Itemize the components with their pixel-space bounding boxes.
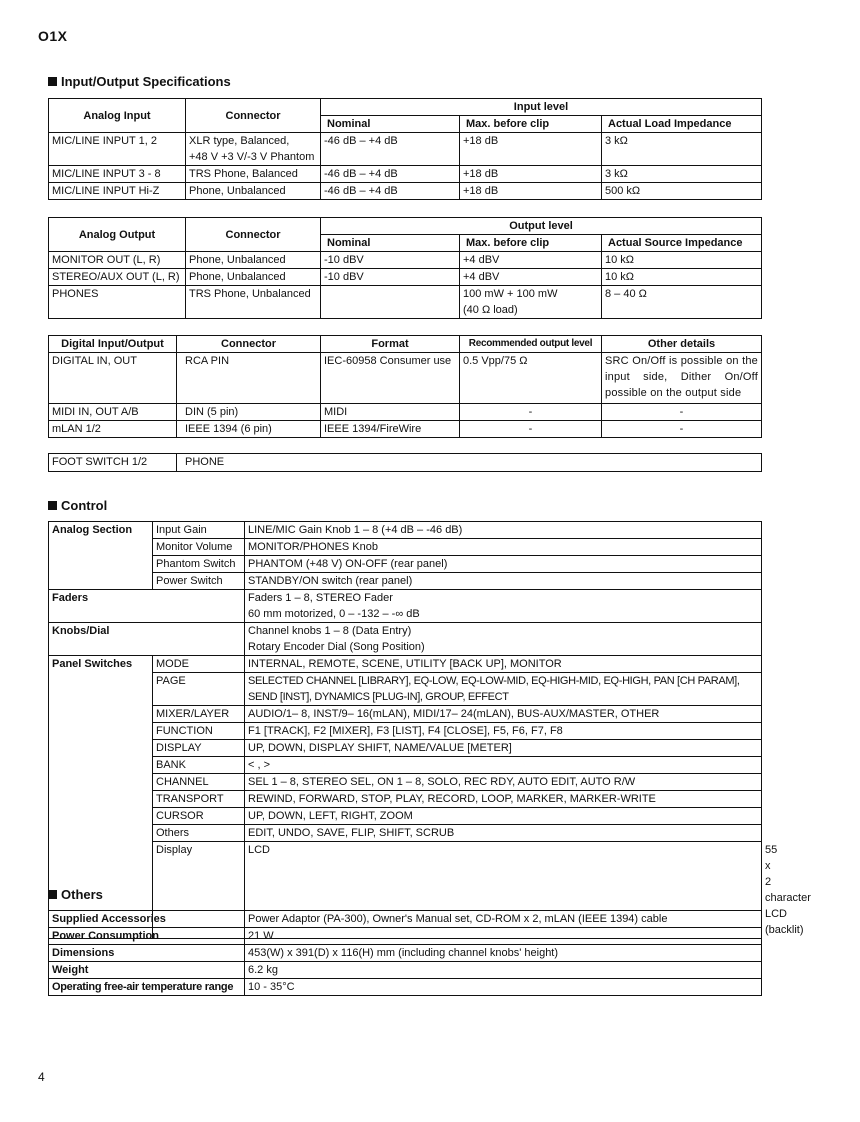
table-cell: Phone, Unbalanced: [186, 183, 321, 200]
table-row: [49, 556, 762, 573]
table-row: Display LCD 55 x 2 character LCD (backlit): [49, 842, 762, 939]
table-row: [49, 269, 762, 286]
table-cell: AUDIO/1– 8, INST/9– 16(mLAN), MIDI/17– 24(mLAN), BUS-AUX/MASTER, OTHER: [245, 706, 762, 723]
table-cell: CURSOR: [153, 808, 245, 825]
table-row: [49, 590, 762, 623]
table-cell: Input Gain: [153, 522, 245, 539]
table-row: [49, 404, 762, 421]
table-cell: IEEE 1394/FireWire: [321, 421, 460, 438]
table-header: Max. before clip: [460, 235, 602, 252]
table-row: [49, 522, 762, 539]
table-row: [49, 421, 762, 438]
others-table: [48, 910, 762, 996]
table-cell: MIDI IN, OUT A/B: [49, 404, 177, 421]
table-cell: DIN (5 pin): [177, 404, 321, 421]
table-cell: LCD: [245, 842, 762, 939]
table-header: Output level: [321, 218, 762, 235]
table-header: Actual Load Impedance: [602, 116, 762, 133]
table-row: [49, 133, 762, 166]
foot-switch-table: [48, 453, 762, 472]
table-cell: SELECTED CHANNEL [LIBRARY], EQ-LOW, EQ-LOW-MID, EQ-HIGH-MID, EQ-HIGH, PAN [CH PARAM], SEND [INST], DYNAMICS [PLUG-IN], GROUP, EFFECT: [245, 673, 762, 706]
table-cell: MIXER/LAYER: [153, 706, 245, 723]
table-header: Digital Input/Output: [49, 336, 177, 353]
table-cell: MIC/LINE INPUT 3 - 8: [49, 166, 186, 183]
table-row: [49, 979, 762, 996]
table-header: Input level: [321, 99, 762, 116]
table-cell: Others: [153, 825, 245, 842]
table-cell: Power Switch: [153, 573, 245, 590]
table-cell: MIC/LINE INPUT Hi-Z: [49, 183, 186, 200]
table-cell: -46 dB – +4 dB: [321, 166, 460, 183]
table-cell: TRS Phone, Balanced: [186, 166, 321, 183]
table-cell: FOOT SWITCH 1/2: [49, 454, 177, 472]
table-cell: +4 dBV: [460, 252, 602, 269]
table-cell: INTERNAL, REMOTE, SCENE, UTILITY [BACK UP], MONITOR: [245, 656, 762, 673]
table-cell: PHANTOM (+48 V) ON-OFF (rear panel): [245, 556, 762, 573]
table-row: [49, 911, 762, 928]
table-cell: -10 dBV: [321, 252, 460, 269]
control-section-title: Control: [48, 498, 107, 513]
table-row: [49, 791, 762, 808]
table-header: Connector: [186, 218, 321, 252]
table-cell: [321, 286, 460, 319]
table-header: Recommended output level: [460, 336, 602, 353]
table-header: Analog Input: [49, 99, 186, 133]
table-cell: MIDI: [321, 404, 460, 421]
table-header: Max. before clip: [460, 116, 602, 133]
table-cell: 3 kΩ: [602, 166, 762, 183]
table-row: [49, 808, 762, 825]
table-header: Connector: [177, 336, 321, 353]
table-cell: 6.2 kg: [245, 962, 762, 979]
model-name: O1X: [38, 28, 68, 44]
table-cell: CHANNEL: [153, 774, 245, 791]
table-cell: Monitor Volume: [153, 539, 245, 556]
table-cell: MONITOR/PHONES Knob: [245, 539, 762, 556]
table-row: [49, 286, 762, 319]
table-cell: -46 dB – +4 dB: [321, 183, 460, 200]
row-header: Dimensions: [49, 945, 245, 962]
table-cell: -: [460, 404, 602, 421]
table-cell: UP, DOWN, LEFT, RIGHT, ZOOM: [245, 808, 762, 825]
digital-io-table: [48, 335, 762, 438]
table-header: Nominal: [321, 235, 460, 252]
table-cell: 21 W: [245, 928, 762, 945]
table-cell: -46 dB – +4 dB: [321, 133, 460, 166]
table-cell: IEEE 1394 (6 pin): [177, 421, 321, 438]
table-row: [49, 757, 762, 774]
table-header: Nominal: [321, 116, 460, 133]
table-cell: +18 dB: [460, 166, 602, 183]
table-row: [49, 573, 762, 590]
table-cell: FUNCTION: [153, 723, 245, 740]
table-cell: -: [460, 421, 602, 438]
table-cell: Display: [153, 842, 245, 939]
table-cell: -: [602, 404, 762, 421]
table-header: Other details: [602, 336, 762, 353]
table-cell: 3 kΩ: [602, 133, 762, 166]
table-cell: IEC-60958 Consumer use: [321, 353, 460, 404]
table-cell: DIGITAL IN, OUT: [49, 353, 177, 404]
table-cell: BANK: [153, 757, 245, 774]
table-cell: 10 - 35°C: [245, 979, 762, 996]
table-row: [49, 945, 762, 962]
table-cell: 100 mW + 100 mW (40 Ω load): [460, 286, 602, 319]
bullet-square-icon: [48, 501, 57, 510]
table-cell: Phone, Unbalanced: [186, 269, 321, 286]
table-header: Connector: [186, 99, 321, 133]
row-header: Operating free-air temperature range: [49, 979, 245, 996]
table-header: Format: [321, 336, 460, 353]
table-cell: STANDBY/ON switch (rear panel): [245, 573, 762, 590]
page-number: 4: [38, 1070, 45, 1084]
bullet-square-icon: [48, 890, 57, 899]
table-cell: Faders 1 – 8, STEREO Fader 60 mm motorized, 0 – -132 – -∞ dB: [245, 590, 762, 623]
table-cell: +18 dB: [460, 133, 602, 166]
table-row: [49, 353, 762, 404]
table-cell: MODE: [153, 656, 245, 673]
table-cell: PAGE: [153, 673, 245, 706]
table-cell: SEL 1 – 8, STEREO SEL, ON 1 – 8, SOLO, REC RDY, AUTO EDIT, AUTO R/W: [245, 774, 762, 791]
table-row: [49, 774, 762, 791]
table-cell: SRC On/Off is possible on the input side, Dither On/Off possible on the output side: [602, 353, 762, 404]
table-row: [49, 962, 762, 979]
table-cell: Power Adaptor (PA-300), Owner's Manual set, CD-ROM x 2, mLAN (IEEE 1394) cable: [245, 911, 762, 928]
row-header: Knobs/Dial: [49, 623, 245, 656]
table-cell: TRS Phone, Unbalanced: [186, 286, 321, 319]
table-row: [49, 539, 762, 556]
table-row: [49, 252, 762, 269]
table-row: [49, 740, 762, 757]
table-cell: LINE/MIC Gain Knob 1 – 8 (+4 dB – -46 dB): [245, 522, 762, 539]
table-cell: < , >: [245, 757, 762, 774]
table-row: [49, 166, 762, 183]
row-header: Faders: [49, 590, 245, 623]
table-cell: RCA PIN: [177, 353, 321, 404]
table-header: Analog Output: [49, 218, 186, 252]
table-cell: -: [602, 421, 762, 438]
table-cell: +18 dB: [460, 183, 602, 200]
table-cell: TRANSPORT: [153, 791, 245, 808]
table-cell: XLR type, Balanced, +48 V +3 V/-3 V Phantom: [186, 133, 321, 166]
table-cell: Channel knobs 1 – 8 (Data Entry) Rotary Encoder Dial (Song Position): [245, 623, 762, 656]
table-row: [49, 656, 762, 673]
table-cell: EDIT, UNDO, SAVE, FLIP, SHIFT, SCRUB: [245, 825, 762, 842]
row-header: Analog Section: [49, 522, 153, 590]
others-section-title: Others: [48, 887, 103, 902]
table-cell: -10 dBV: [321, 269, 460, 286]
control-table: [48, 521, 811, 939]
table-cell: DISPLAY: [153, 740, 245, 757]
table-cell: +4 dBV: [460, 269, 602, 286]
table-cell: MONITOR OUT (L, R): [49, 252, 186, 269]
table-cell: 0.5 Vpp/75 Ω: [460, 353, 602, 404]
analog-input-table: [48, 98, 762, 200]
table-cell: Phantom Switch: [153, 556, 245, 573]
row-header: Panel Switches: [49, 656, 153, 939]
table-cell: 10 kΩ: [602, 269, 762, 286]
table-cell: 500 kΩ: [602, 183, 762, 200]
bullet-square-icon: [48, 77, 57, 86]
row-header: Supplied Accessories: [49, 911, 245, 928]
table-cell: Phone, Unbalanced: [186, 252, 321, 269]
table-header: Actual Source Impedance: [602, 235, 762, 252]
table-cell: PHONE: [177, 454, 762, 472]
table-cell: PHONES: [49, 286, 186, 319]
table-row: [49, 623, 762, 656]
table-row: [49, 183, 762, 200]
table-cell: 453(W) x 391(D) x 116(H) mm (including channel knobs' height): [245, 945, 762, 962]
table-row: [49, 723, 762, 740]
analog-output-table: [48, 217, 762, 319]
table-cell: MIC/LINE INPUT 1, 2: [49, 133, 186, 166]
table-cell: REWIND, FORWARD, STOP, PLAY, RECORD, LOOP, MARKER, MARKER-WRITE: [245, 791, 762, 808]
io-section-title: Input/Output Specifications: [48, 74, 231, 89]
table-cell: UP, DOWN, DISPLAY SHIFT, NAME/VALUE [METER]: [245, 740, 762, 757]
table-cell: F1 [TRACK], F2 [MIXER], F3 [LIST], F4 [CLOSE], F5, F6, F7, F8: [245, 723, 762, 740]
table-row: [49, 673, 762, 706]
table-cell: 8 – 40 Ω: [602, 286, 762, 319]
table-row: [49, 706, 762, 723]
table-cell: mLAN 1/2: [49, 421, 177, 438]
row-header: Weight: [49, 962, 245, 979]
table-row: [49, 928, 762, 945]
row-header: Power Consumption: [49, 928, 245, 945]
table-cell: STEREO/AUX OUT (L, R): [49, 269, 186, 286]
table-row: [49, 454, 762, 472]
table-row: [49, 825, 762, 842]
table-cell: 10 kΩ: [602, 252, 762, 269]
